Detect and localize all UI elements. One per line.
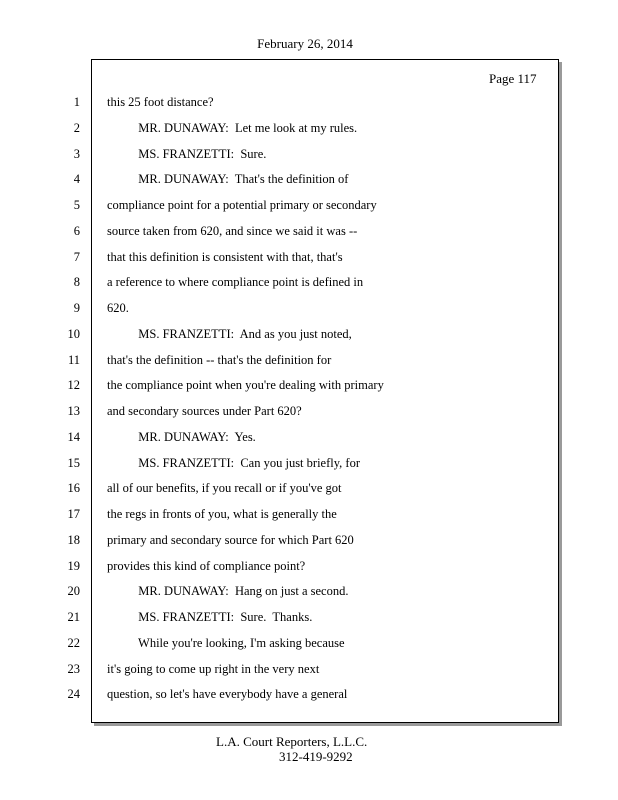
line-number: 11 bbox=[67, 352, 80, 367]
transcript-line bbox=[0, 454, 618, 480]
transcript-line bbox=[0, 685, 618, 711]
line-text: While you're looking, I'm asking because bbox=[107, 635, 345, 650]
line-number: 22 bbox=[67, 635, 80, 650]
reporter-company: L.A. Court Reporters, L.L.C. bbox=[216, 734, 368, 749]
transcript-line bbox=[0, 557, 618, 583]
line-text: the compliance point when you're dealing with primary bbox=[107, 378, 384, 393]
line-text: compliance point for a potential primary or secondary bbox=[107, 198, 377, 212]
transcript-line bbox=[0, 428, 618, 454]
transcript-line bbox=[0, 376, 618, 402]
line-number: 19 bbox=[67, 558, 80, 573]
line-text: the regs in fronts of you, what is generally the bbox=[107, 507, 337, 521]
line-text: MR. DUNAWAY: Hang on just a second. bbox=[107, 584, 349, 599]
transcript-date: February 26, 2014 bbox=[257, 36, 353, 51]
transcript-line bbox=[0, 248, 618, 274]
line-number: 2 bbox=[73, 120, 80, 135]
page-number: Page 117 bbox=[489, 71, 537, 86]
line-text: MS. FRANZETTI: And as you just noted, bbox=[107, 326, 352, 341]
transcript-line bbox=[0, 196, 618, 222]
line-number: 10 bbox=[67, 326, 80, 341]
transcript-line bbox=[0, 170, 618, 196]
line-number: 23 bbox=[67, 661, 80, 676]
transcript-line bbox=[0, 325, 618, 351]
line-text: all of our benefits, if you recall or if you've got bbox=[107, 481, 342, 496]
transcript-line bbox=[0, 119, 618, 145]
line-text: this 25 foot distance? bbox=[107, 95, 214, 109]
line-number: 21 bbox=[67, 610, 80, 624]
line-text: MS. FRANZETTI: Sure. Thanks. bbox=[107, 610, 313, 624]
line-text: MS. FRANZETTI: Sure. bbox=[107, 146, 267, 161]
transcript-line bbox=[0, 145, 618, 171]
line-number: 24 bbox=[67, 687, 80, 702]
line-number: 17 bbox=[67, 507, 80, 521]
transcript-line bbox=[0, 93, 618, 119]
transcript-lines bbox=[0, 93, 618, 711]
line-number: 9 bbox=[73, 301, 80, 315]
line-text: question, so let's have everybody have a general bbox=[107, 687, 348, 702]
transcript-line bbox=[0, 531, 618, 557]
transcript-line bbox=[0, 660, 618, 686]
transcript-line bbox=[0, 608, 618, 634]
line-number: 20 bbox=[67, 584, 80, 599]
line-number: 4 bbox=[73, 172, 80, 187]
line-number: 3 bbox=[73, 146, 80, 161]
line-number: 7 bbox=[73, 249, 80, 264]
transcript-line bbox=[0, 222, 618, 248]
line-number: 14 bbox=[67, 429, 80, 444]
line-text: a reference to where compliance point is defined in bbox=[107, 275, 364, 290]
transcript-line bbox=[0, 582, 618, 608]
line-number: 6 bbox=[73, 223, 80, 238]
line-number: 18 bbox=[67, 532, 80, 547]
transcript-line bbox=[0, 634, 618, 660]
line-number: 15 bbox=[67, 455, 80, 470]
line-number: 8 bbox=[73, 275, 80, 290]
transcript-line bbox=[0, 351, 618, 377]
line-text: that's the definition -- that's the definition for bbox=[107, 352, 332, 367]
line-text: provides this kind of compliance point? bbox=[107, 558, 306, 573]
reporter-phone: 312-419-9292 bbox=[279, 749, 353, 764]
line-text: it's going to come up right in the very next bbox=[107, 661, 320, 676]
transcript-line bbox=[0, 273, 618, 299]
line-text: MR. DUNAWAY: Yes. bbox=[107, 429, 256, 444]
line-text: MR. DUNAWAY: That's the definition of bbox=[107, 172, 349, 187]
line-number: 16 bbox=[67, 481, 80, 496]
line-text: and secondary sources under Part 620? bbox=[107, 404, 302, 418]
line-number: 13 bbox=[67, 404, 80, 418]
line-text: MR. DUNAWAY: Let me look at my rules. bbox=[107, 120, 358, 135]
line-text: 620. bbox=[107, 301, 129, 315]
line-text: that this definition is consistent with that, that's bbox=[107, 249, 343, 264]
line-number: 12 bbox=[67, 378, 80, 393]
line-text: primary and secondary source for which Part 620 bbox=[107, 532, 354, 547]
transcript-line bbox=[0, 505, 618, 531]
line-number: 5 bbox=[73, 198, 80, 212]
line-text: MS. FRANZETTI: Can you just briefly, for bbox=[107, 455, 360, 470]
line-text: source taken from 620, and since we said it was -- bbox=[107, 223, 358, 238]
transcript-line bbox=[0, 402, 618, 428]
transcript-line bbox=[0, 479, 618, 505]
line-number: 1 bbox=[73, 95, 80, 109]
transcript-line bbox=[0, 299, 618, 325]
